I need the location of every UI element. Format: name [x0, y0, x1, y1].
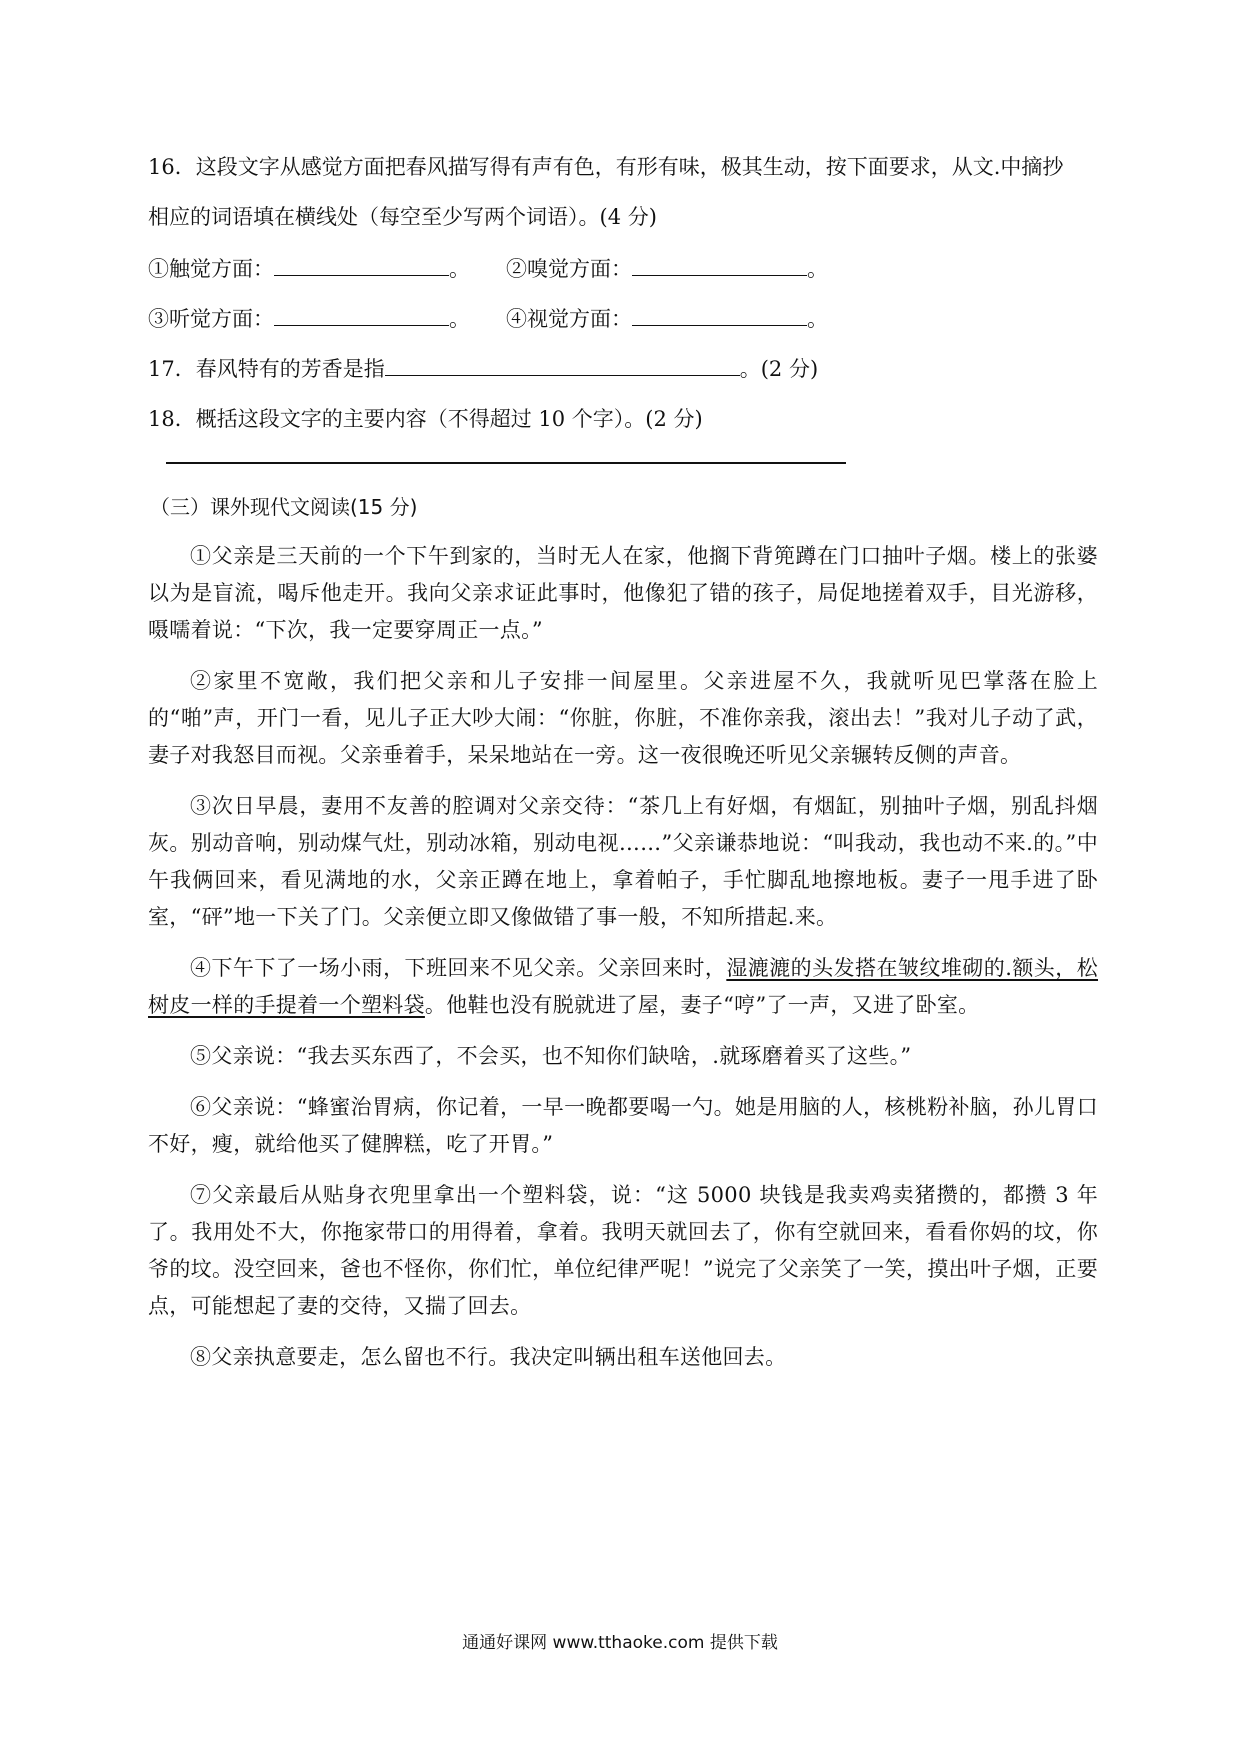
fill-touch-blank[interactable] — [274, 255, 449, 276]
fill-sight — [506, 304, 864, 334]
section-title: （三）课外现代文阅读(15 分) — [150, 495, 418, 519]
paragraph-3: ③次日早晨，妻用不友善的腔调对父亲交待：“茶几上有好烟，有烟缸，别抽叶子烟，别乱抖烟灰。别动音响，别动煤气灶，别动冰箱，别动电视……”父亲谦恭地说：“叫我动，我也动不来.的。”中午我俩回来，看见满地的水，父亲正蹲在地上，拿着帕子，手忙脚乱地擦地板。妻子一甩手进了卧室，“砰”地一下关了门。父亲便立即又像做错了事一般，不知所措起.来。 — [148, 794, 1098, 929]
paragraph-6: ⑥父亲说：“蜂蜜治胃病，你记着，一早一晚都要喝一勺。她是用脑的人，核桃粉补脑，孙儿胃口不好，瘦，就给他买了健脾糕，吃了开胃。” — [148, 1095, 1098, 1156]
question-18: 18．概括这段文字的主要内容（不得超过 10 个字）。(2 分) — [148, 407, 703, 431]
fill-hearing-blank[interactable] — [274, 305, 449, 326]
question-17-suffix: 。(2 分) — [739, 357, 819, 381]
question-18-answer-line[interactable] — [166, 462, 846, 464]
paragraph-4 — [148, 950, 1098, 1024]
paragraph-5: ⑤父亲说：“我去买东西了，不会买，也不知你们缺啥，.就琢磨着买了这些。” — [190, 1044, 912, 1068]
fill-sight-blank[interactable] — [632, 305, 807, 326]
fill-touch — [148, 254, 506, 284]
paragraph-2: ②家里不宽敞，我们把父亲和儿子安排一间屋里。父亲进屋不久，我就听见巴掌落在脸上的“啪”声，开门一看，见儿子正大吵大闹：“你脏，你脏，不准你亲我，滚出去！”我对儿子动了武，妻子对我怒目而视。父亲垂着手，呆呆地站在一旁。这一夜很晚还听见父亲辗转反侧的声音。 — [148, 669, 1098, 767]
fill-sight-end: 。 — [807, 307, 828, 331]
paragraph-4-pre: ④下午下了一场小雨，下班回来不见父亲。父亲回来时， — [190, 956, 727, 980]
paragraph-8: ⑧父亲执意要走，怎么留也不行。我决定叫辆出租车送他回去。 — [190, 1345, 787, 1369]
exam-page — [148, 152, 1098, 1390]
fill-sight-label: ④视觉方面： — [506, 307, 632, 331]
fill-smell — [506, 254, 864, 284]
fill-smell-end: 。 — [807, 257, 828, 281]
fill-hearing-end: 。 — [449, 307, 470, 331]
fill-hearing-label: ③听觉方面： — [148, 307, 274, 331]
paragraph-7: ⑦父亲最后从贴身衣兜里拿出一个塑料袋，说：“这 5000 块钱是我卖鸡卖猪攒的，都攒 3 年了。我用处不大，你拖家带口的用得着，拿着。我明天就回去了，你有空就回来，看看你妈的坟，你爷的坟。没空回来，爸也不怪你，你们忙，单位纪律严呢！”说完了父亲笑了一笑，摸出叶子烟，正要点，可能想起了妻的交待，又揣了回去。 — [148, 1183, 1098, 1318]
question-16-line-1: 16．这段文字从感觉方面把春风描写得有声有色，有形有味，极其生动，按下面要求，从文.中摘抄 — [148, 155, 1064, 179]
fill-row-1 — [148, 254, 1098, 284]
paragraph-4-underlined-sentence: 湿漉漉的头发搭在皱纹堆砌的.额头，松树皮一样的手提着一个塑料袋 — [148, 956, 1099, 1017]
footer-source: 通通好课网 www.tthaoke.com 提供下载 — [462, 1633, 778, 1653]
fill-smell-label: ②嗅觉方面： — [506, 257, 632, 281]
question-17 — [148, 354, 1098, 384]
fill-hearing — [148, 304, 506, 334]
paragraph-4-post: 。他鞋也没有脱就进了屋，妻子“哼”了一声，又进了卧室。 — [424, 993, 980, 1017]
question-16-line-2: 相应的词语填在横线处（每空至少写两个词语）。(4 分) — [148, 205, 657, 229]
fill-smell-blank[interactable] — [632, 255, 807, 276]
question-17-blank[interactable] — [385, 355, 740, 376]
paragraph-1: ①父亲是三天前的一个下午到家的，当时无人在家，他搁下背篼蹲在门口抽叶子烟。楼上的张婆以为是盲流，喝斥他走开。我向父亲求证此事时，他像犯了错的孩子，局促地搓着双手，目光游移，嗫嚅着说：“下次，我一定要穿周正一点。” — [148, 544, 1098, 642]
fill-row-2 — [148, 304, 1098, 334]
fill-touch-label: ①触觉方面： — [148, 257, 274, 281]
question-17-prefix: 17．春风特有的芳香是指 — [148, 357, 385, 381]
fill-touch-end: 。 — [449, 257, 470, 281]
